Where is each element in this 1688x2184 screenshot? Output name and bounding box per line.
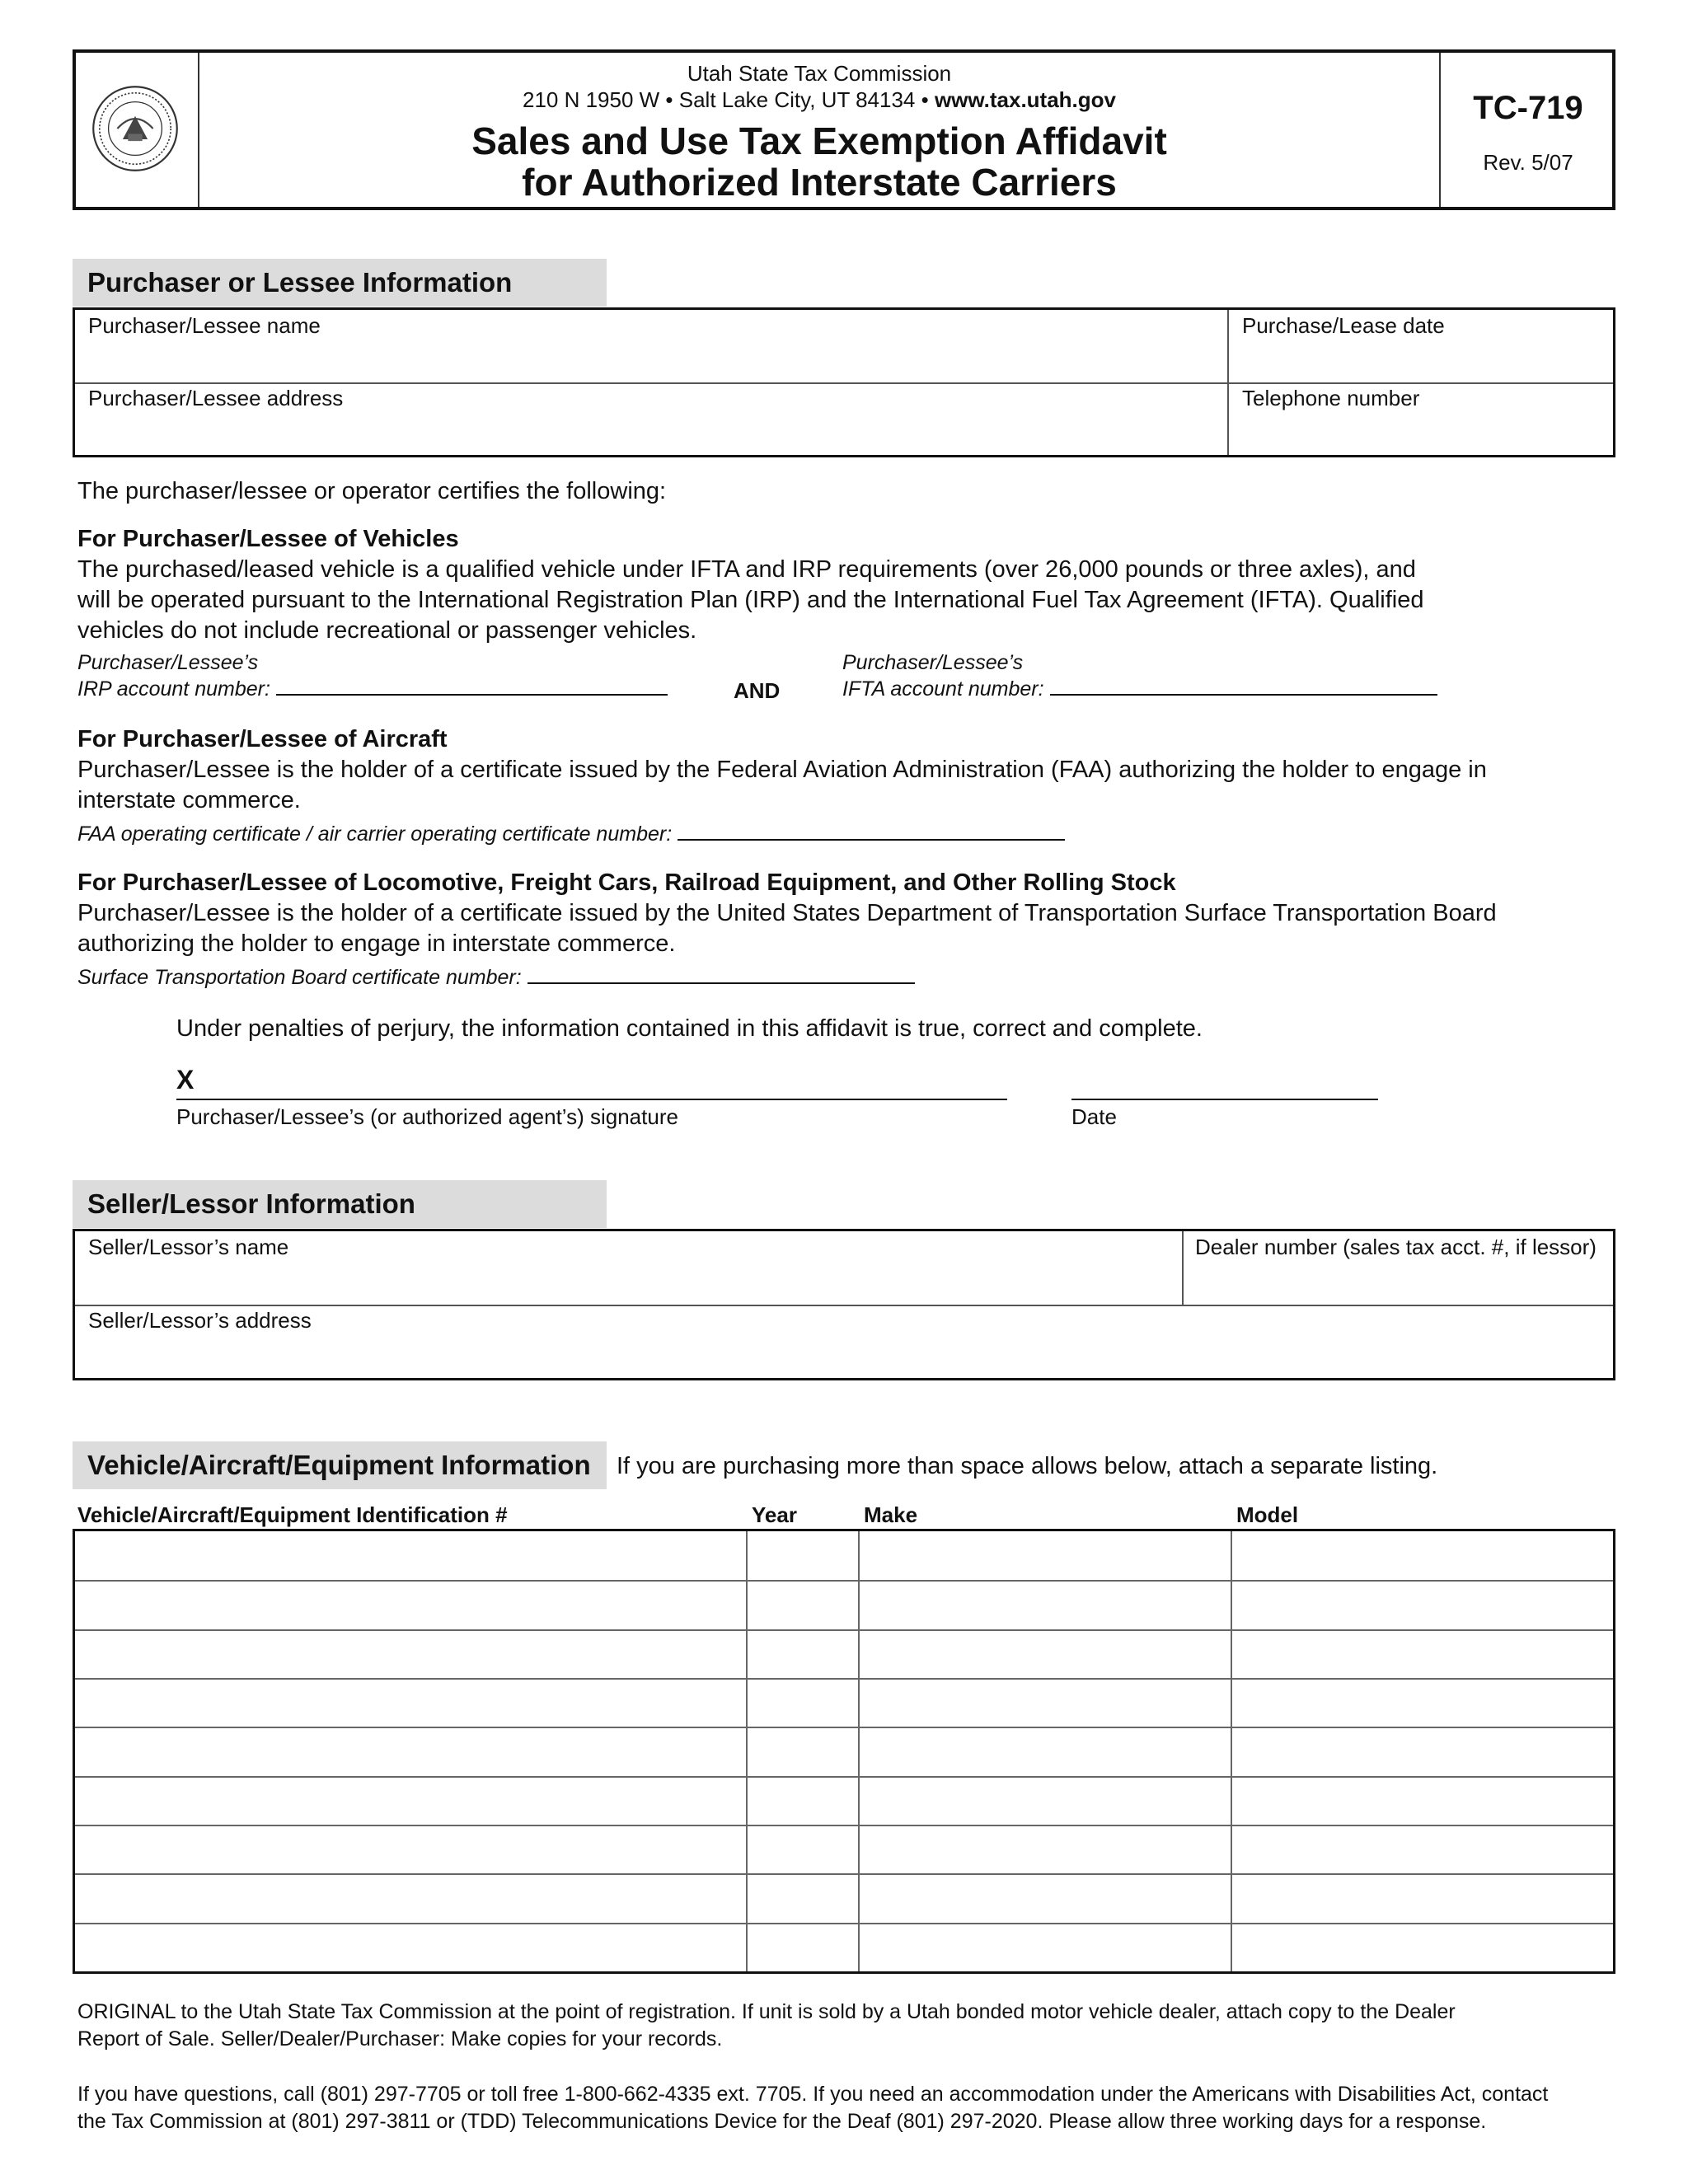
ifta-account-input[interactable] bbox=[1050, 694, 1437, 696]
table-cell[interactable] bbox=[746, 1678, 858, 1727]
irp-account-input[interactable] bbox=[276, 694, 668, 696]
irp-label-line1: Purchaser/Lessee’s bbox=[77, 651, 259, 674]
table-cell[interactable] bbox=[746, 1873, 858, 1922]
table-row-divider bbox=[75, 1629, 1613, 1631]
vehicles-heading: For Purchaser/Lessee of Vehicles bbox=[77, 526, 459, 552]
stb-cert-input[interactable] bbox=[528, 982, 915, 984]
telephone-label: Telephone number bbox=[1242, 386, 1420, 410]
footer-instructions-line1: ORIGINAL to the Utah State Tax Commission at the point of registration. If unit is sold by a Utah bonded motor vehicle dealer, attach copy to the Dealer bbox=[77, 2000, 1456, 2023]
form-title-line2: for Authorized Interstate Carriers bbox=[522, 161, 1117, 204]
table-cell[interactable] bbox=[858, 1580, 1231, 1629]
stb-field bbox=[77, 966, 915, 990]
table-cell[interactable] bbox=[746, 1580, 858, 1629]
table-cell[interactable] bbox=[858, 1825, 1231, 1873]
rail-heading: For Purchaser/Lessee of Locomotive, Freight Cars, Railroad Equipment, and Other Rolling Stock bbox=[77, 869, 1176, 896]
rail-text-line2: authorizing the holder to engage in interstate commerce. bbox=[77, 930, 676, 957]
table-cell[interactable] bbox=[1231, 1727, 1613, 1775]
purchase-date-field[interactable] bbox=[1229, 310, 1613, 382]
state-seal-icon bbox=[91, 84, 180, 173]
seller-address-label: Seller/Lessor’s address bbox=[88, 1308, 312, 1333]
table-cell[interactable] bbox=[858, 1873, 1231, 1922]
form-title-line1: Sales and Use Tax Exemption Affidavit bbox=[471, 120, 1167, 162]
table-cell[interactable] bbox=[746, 1531, 858, 1580]
purchaser-name-label: Purchaser/Lessee name bbox=[88, 313, 321, 338]
col-header-year: Year bbox=[752, 1502, 797, 1527]
title-cell bbox=[199, 53, 1439, 207]
divider bbox=[1182, 1231, 1184, 1305]
faa-cert-input[interactable] bbox=[678, 839, 1065, 841]
form-id-cell bbox=[1439, 53, 1615, 207]
irp-label-line2: IRP account number: bbox=[77, 677, 270, 701]
purchaser-section-heading: Purchaser or Lessee Information bbox=[73, 259, 607, 307]
table-cell[interactable] bbox=[858, 1727, 1231, 1775]
table-cell[interactable] bbox=[75, 1629, 746, 1678]
vehicles-text-line2: will be operated pursuant to the International Registration Plan (IRP) and the International Fuel Tax Agreement (IFTA). Qualified bbox=[77, 587, 1424, 613]
aircraft-text-line2: interstate commerce. bbox=[77, 787, 301, 813]
footer-contact-line1: If you have questions, call (801) 297-7705 or toll free 1-800-662-4335 ext. 7705. If you need an accommodation under the Americans with Disabilities Act, contact bbox=[77, 2083, 1549, 2106]
table-cell[interactable] bbox=[75, 1776, 746, 1825]
table-cell[interactable] bbox=[746, 1629, 858, 1678]
footer-instructions-line2: Report of Sale. Seller/Dealer/Purchaser: Make copies for your records. bbox=[77, 2027, 723, 2050]
table-column-divider bbox=[858, 1531, 860, 1971]
perjury-statement: Under penalties of perjury, the information contained in this affidavit is true, correct and complete. bbox=[176, 1015, 1203, 1042]
purchaser-address-label: Purchaser/Lessee address bbox=[88, 386, 344, 410]
divider bbox=[75, 382, 1613, 384]
table-cell[interactable] bbox=[1231, 1531, 1613, 1580]
seller-name-field[interactable] bbox=[75, 1231, 1184, 1305]
seller-section-heading: Seller/Lessor Information bbox=[73, 1180, 607, 1228]
certify-intro: The purchaser/lessee or operator certifies the following: bbox=[77, 478, 667, 504]
seal-cell bbox=[76, 53, 199, 207]
table-row-divider bbox=[75, 1923, 1613, 1924]
table-cell[interactable] bbox=[75, 1531, 746, 1580]
date-label: Date bbox=[1071, 1104, 1117, 1129]
table-cell[interactable] bbox=[75, 1727, 746, 1775]
vehicle-section-note: If you are purchasing more than space allows below, attach a separate listing. bbox=[617, 1453, 1438, 1479]
table-cell[interactable] bbox=[1231, 1629, 1613, 1678]
table-row-divider bbox=[75, 1825, 1613, 1826]
table-cell[interactable] bbox=[858, 1629, 1231, 1678]
purchaser-name-field[interactable] bbox=[75, 310, 1229, 382]
faa-field bbox=[77, 823, 1065, 846]
table-cell[interactable] bbox=[858, 1923, 1231, 1971]
table-cell[interactable] bbox=[1231, 1776, 1613, 1825]
col-header-make: Make bbox=[864, 1502, 918, 1527]
table-cell[interactable] bbox=[858, 1776, 1231, 1825]
table-cell[interactable] bbox=[75, 1923, 746, 1971]
table-cell[interactable] bbox=[1231, 1873, 1613, 1922]
vehicles-text-line1: The purchased/leased vehicle is a qualified vehicle under IFTA and IRP requirements (over 26,000 pounds or three axles), and bbox=[77, 556, 1416, 583]
date-line[interactable] bbox=[1071, 1099, 1378, 1100]
agency-name: Utah State Tax Commission bbox=[687, 61, 952, 86]
col-header-model: Model bbox=[1236, 1502, 1299, 1527]
purchaser-info-box bbox=[73, 307, 1615, 457]
agency-address bbox=[199, 87, 1439, 113]
table-cell[interactable] bbox=[746, 1727, 858, 1775]
table-row-divider bbox=[75, 1776, 1613, 1778]
divider bbox=[1227, 310, 1229, 455]
table-cell[interactable] bbox=[746, 1923, 858, 1971]
col-header-id: Vehicle/Aircraft/Equipment Identification # bbox=[77, 1502, 508, 1527]
footer-contact-line2: the Tax Commission at (801) 297-3811 or (TDD) Telecommunications Device for the Deaf (801) 297-2020. Please allow three working days for a response. bbox=[77, 2110, 1487, 2133]
ifta-label-line1: Purchaser/Lessee’s bbox=[842, 651, 1024, 674]
purchase-date-label: Purchase/Lease date bbox=[1242, 313, 1445, 338]
table-cell[interactable] bbox=[1231, 1923, 1613, 1971]
table-row-divider bbox=[75, 1580, 1613, 1582]
table-cell[interactable] bbox=[75, 1825, 746, 1873]
signature-x-mark: X bbox=[176, 1065, 195, 1094]
faa-cert-label: FAA operating certificate / air carrier operating certificate number: bbox=[77, 823, 673, 846]
dealer-number-field[interactable] bbox=[1184, 1231, 1613, 1305]
dealer-number-label: Dealer number (sales tax acct. #, if lessor) bbox=[1195, 1235, 1597, 1259]
table-cell[interactable] bbox=[858, 1531, 1231, 1580]
table-cell[interactable] bbox=[75, 1678, 746, 1727]
seller-address-field[interactable] bbox=[75, 1305, 1613, 1378]
table-cell[interactable] bbox=[1231, 1825, 1613, 1873]
table-cell[interactable] bbox=[858, 1678, 1231, 1727]
and-label: AND bbox=[734, 678, 781, 703]
table-row-divider bbox=[75, 1873, 1613, 1875]
telephone-field[interactable] bbox=[1229, 382, 1613, 455]
table-cell[interactable] bbox=[75, 1873, 746, 1922]
ifta-label-line2: IFTA account number: bbox=[842, 677, 1044, 701]
vehicle-table bbox=[73, 1529, 1615, 1974]
purchaser-address-field[interactable] bbox=[75, 382, 1229, 455]
table-row-divider bbox=[75, 1727, 1613, 1728]
seller-name-label: Seller/Lessor’s name bbox=[88, 1235, 289, 1259]
aircraft-heading: For Purchaser/Lessee of Aircraft bbox=[77, 726, 448, 752]
table-cell[interactable] bbox=[746, 1776, 858, 1825]
table-column-divider bbox=[1231, 1531, 1232, 1971]
stb-cert-label: Surface Transportation Board certificate number: bbox=[77, 966, 522, 989]
table-cell[interactable] bbox=[1231, 1580, 1613, 1629]
website-link[interactable]: www.tax.utah.gov bbox=[934, 87, 1116, 112]
vehicle-section-heading: Vehicle/Aircraft/Equipment Information bbox=[73, 1441, 607, 1489]
table-cell[interactable] bbox=[746, 1825, 858, 1873]
vehicles-text-line3: vehicles do not include recreational or passenger vehicles. bbox=[77, 617, 697, 644]
rail-text-line1: Purchaser/Lessee is the holder of a certificate issued by the United States Department of Transportation Surface Transportation Board bbox=[77, 900, 1497, 926]
table-row-divider bbox=[75, 1678, 1613, 1680]
table-cell[interactable] bbox=[75, 1580, 746, 1629]
table-cell[interactable] bbox=[1231, 1678, 1613, 1727]
seller-info-box bbox=[73, 1229, 1615, 1380]
form-header bbox=[73, 49, 1615, 210]
aircraft-text-line1: Purchaser/Lessee is the holder of a certificate issued by the Federal Aviation Administration (FAA) authorizing the holder to engage in bbox=[77, 757, 1487, 783]
signature-line[interactable] bbox=[176, 1099, 1007, 1100]
ifta-field bbox=[842, 677, 1437, 701]
divider bbox=[75, 1305, 1613, 1306]
signature-label: Purchaser/Lessee’s (or authorized agent’s) signature bbox=[176, 1104, 678, 1129]
irp-field bbox=[77, 677, 668, 701]
street-address: 210 N 1950 W • Salt Lake City, UT 84134 • bbox=[522, 87, 929, 112]
revision-date: Rev. 5/07 bbox=[1483, 150, 1573, 175]
table-column-divider bbox=[746, 1531, 748, 1971]
form-number: TC-719 bbox=[1473, 90, 1583, 126]
